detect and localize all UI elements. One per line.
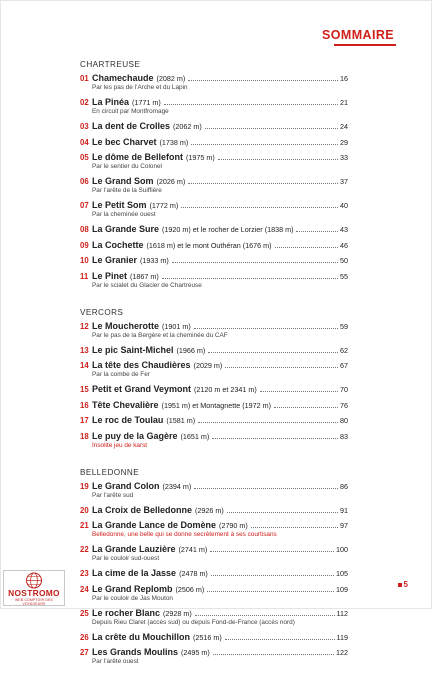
leader-dots xyxy=(274,407,338,408)
entry-name: La tête des Chaudières xyxy=(92,360,191,370)
toc-entry[interactable] xyxy=(80,255,348,266)
logo-tagline: WEB COMPTOIR DES VOYAGEURS xyxy=(15,598,53,606)
entry-page-number: 83 xyxy=(340,431,348,441)
toc-entry[interactable] xyxy=(80,224,348,235)
entry-number: 13 xyxy=(80,345,89,355)
page-number: 5 xyxy=(398,580,408,589)
leader-dots xyxy=(260,391,338,392)
entry-name: La Grande Lauzière xyxy=(92,544,176,554)
leader-dots xyxy=(164,104,338,105)
entry-name: Le roc de Toulau xyxy=(92,415,164,425)
entry-page-number: 46 xyxy=(340,240,348,250)
toc-entry-line xyxy=(80,481,348,492)
leader-dots xyxy=(275,247,338,248)
entry-name: La Grande Sure xyxy=(92,224,160,234)
entry-page-number: 109 xyxy=(336,584,348,594)
entry-subtitle: Depuis Rieu Claret (accès sud) ou depuis Fond-de-France (accès nord) xyxy=(92,618,295,626)
entry-page-number: 50 xyxy=(340,256,348,265)
leader-dots xyxy=(227,512,338,513)
entry-number: 08 xyxy=(80,225,89,234)
entry-subtitle: Par le pas de la Bergère et la cheminée du CAF xyxy=(92,331,228,339)
entry-page-number: 91 xyxy=(340,505,348,515)
toc-entry-line xyxy=(80,271,348,282)
entry-page-number: 76 xyxy=(340,400,348,410)
entry-name: Le Grand Replomb xyxy=(92,583,173,594)
toc-entry-line xyxy=(80,240,348,251)
entry-subtitle: Par le scialet du Glacier de Chartreuse xyxy=(92,281,202,289)
entry-altitude: (2029 m) xyxy=(193,361,223,370)
entry-altitude: (1966 m) xyxy=(176,345,206,355)
toc-section-vercors xyxy=(80,308,348,455)
entry-number: 18 xyxy=(80,431,89,441)
toc-entry-line xyxy=(80,384,348,395)
entry-name: Le Moucherotte xyxy=(92,320,160,331)
entry-number: 14 xyxy=(80,361,89,370)
section-title: BELLEDONNE xyxy=(80,467,140,477)
entry-name: La Pinéa xyxy=(92,97,130,107)
entry-page-number: 119 xyxy=(336,632,348,642)
toc-section-chartreuse xyxy=(80,60,348,295)
entry-page-number: 67 xyxy=(340,361,348,370)
leader-dots xyxy=(225,639,335,640)
leader-dots xyxy=(251,527,338,528)
toc-entry[interactable] xyxy=(80,415,348,426)
toc-entry-line xyxy=(80,608,348,619)
entry-gap xyxy=(80,667,348,672)
entry-subtitle: Par l’arête de la Suiffière xyxy=(92,187,162,194)
entry-page-number: 40 xyxy=(340,201,348,210)
toc-entry-line xyxy=(80,321,348,332)
entry-altitude: (1901 m) xyxy=(162,321,191,331)
toc-entry-line xyxy=(80,176,348,187)
entry-name: Le Grand Som xyxy=(92,176,154,186)
entry-subtitle: Par les pas de l’Arche et du Lapin xyxy=(92,84,188,91)
toc-entry-line xyxy=(80,121,348,132)
toc-entry[interactable] xyxy=(80,240,348,251)
toc-entry[interactable] xyxy=(80,345,348,356)
toc-entry-line xyxy=(80,415,348,426)
leader-dots xyxy=(205,128,338,129)
toc-entry-line xyxy=(80,73,348,84)
toc-entry[interactable] xyxy=(80,568,348,579)
entry-page-number: 55 xyxy=(340,271,348,281)
entry-altitude: (1738 m) xyxy=(159,137,189,147)
entry-name: Le Grand Colon xyxy=(92,480,160,491)
entry-name: Le pic Saint-Michel xyxy=(92,344,174,355)
entry-altitude: (2394 m) xyxy=(162,481,192,491)
entry-subtitle: Belledonne, une belle qui se donne secrètement à ses courtisans xyxy=(92,531,277,538)
toc-entry[interactable] xyxy=(80,400,348,411)
entry-altitude: (2790 m) xyxy=(219,521,248,530)
entry-altitude: (2741 m) xyxy=(178,545,208,554)
logo-name: NOSTROMO xyxy=(8,588,60,598)
entry-name: Le Granier xyxy=(92,255,138,265)
entry-page-number: 80 xyxy=(340,416,348,425)
toc-entry-line xyxy=(80,345,348,356)
toc-entry-line xyxy=(80,431,348,442)
entry-subtitle: Par le couloir de Jas Mouton xyxy=(92,594,173,602)
entry-altitude: (2082 m) xyxy=(156,74,186,83)
leader-dots xyxy=(211,575,334,576)
toc-entry[interactable] xyxy=(80,73,348,93)
entry-name: La Grande Lance de Domène xyxy=(92,520,217,530)
toc-entry-line xyxy=(80,137,348,148)
entry-page-number: 21 xyxy=(340,98,348,107)
entry-altitude: (2478 m) xyxy=(179,569,208,578)
toc-entry[interactable] xyxy=(80,647,348,667)
entry-page-number: 100 xyxy=(336,545,348,554)
entry-number: 15 xyxy=(80,385,89,394)
entry-page-number: 122 xyxy=(336,648,348,657)
entry-altitude: (2926 m) xyxy=(195,505,224,515)
toc-entry-line xyxy=(80,647,348,658)
entry-name: Tête Chevalière xyxy=(92,399,159,410)
leader-dots xyxy=(213,654,334,655)
entry-number: 23 xyxy=(80,569,89,578)
entry-number: 10 xyxy=(80,256,89,265)
entry-name: Le Pinet xyxy=(92,270,128,281)
entry-altitude: (1581 m) xyxy=(166,416,196,425)
entry-name: Le Petit Som xyxy=(92,200,147,210)
entry-subtitle: Insolite jeu de karst xyxy=(92,441,148,449)
page-title: SOMMAIRE xyxy=(322,28,394,42)
leader-dots xyxy=(194,488,338,489)
leader-dots xyxy=(225,367,338,368)
entry-name: La Cochette xyxy=(92,239,144,250)
entry-number: 04 xyxy=(80,137,89,147)
toc-entry-line xyxy=(80,200,348,211)
toc-entry-line xyxy=(80,568,348,579)
toc-entry[interactable] xyxy=(80,137,348,148)
entry-subtitle: Par le couloir sud-ouest xyxy=(92,555,160,562)
toc-entry-line xyxy=(80,224,348,235)
toc-entry[interactable] xyxy=(80,584,348,604)
entry-number: 26 xyxy=(80,632,89,642)
toc-entry[interactable] xyxy=(80,384,348,395)
entry-number: 02 xyxy=(80,98,89,107)
entry-name: Petit et Grand Veymont xyxy=(92,384,192,394)
entry-subtitle: Par l’arête sud xyxy=(92,491,134,499)
table-of-contents xyxy=(80,60,348,684)
entry-subtitle: Par l’arête ouest xyxy=(92,658,139,665)
entry-number: 06 xyxy=(80,177,89,186)
entry-name: La cime de la Jasse xyxy=(92,568,177,578)
toc-entry[interactable] xyxy=(80,152,348,172)
entry-name: Le bec Charvet xyxy=(92,136,157,147)
leader-dots xyxy=(296,231,338,232)
entry-altitude: (1771 m) xyxy=(132,98,161,107)
entry-name: Le puy de la Gagère xyxy=(92,430,178,441)
entry-page-number: 62 xyxy=(340,345,348,355)
entry-page-number: 16 xyxy=(340,74,348,83)
entry-number: 20 xyxy=(80,505,89,515)
toc-entry[interactable] xyxy=(80,176,348,196)
toc-entry[interactable] xyxy=(80,544,348,564)
toc-entry[interactable] xyxy=(80,321,348,341)
entry-page-number: 105 xyxy=(336,569,348,578)
entry-name: Chamechaude xyxy=(92,73,154,83)
leader-dots xyxy=(212,438,338,439)
entry-number: 17 xyxy=(80,416,89,425)
toc-entry-line xyxy=(80,632,348,643)
entry-name: Le rocher Blanc xyxy=(92,607,161,618)
entry-number: 09 xyxy=(80,240,89,250)
entry-page-number: 43 xyxy=(340,225,348,234)
toc-entry[interactable] xyxy=(80,121,348,132)
entry-name: La crête du Mouchillon xyxy=(92,631,191,642)
entry-altitude: (1618 m) et le mont Outhéran (1676 m) xyxy=(146,240,272,250)
leader-dots xyxy=(208,352,338,353)
leader-dots xyxy=(194,328,338,329)
entry-subtitle: Par la combe de Fer xyxy=(92,371,150,378)
entry-altitude: (1975 m) xyxy=(186,153,215,162)
entry-gap xyxy=(80,290,348,295)
entry-page-number: 29 xyxy=(340,137,348,147)
leader-dots xyxy=(218,159,338,160)
entry-altitude: (1951 m) et Montagnette (1972 m) xyxy=(161,400,272,410)
globe-icon xyxy=(24,572,44,589)
nostromo-logo xyxy=(3,570,65,606)
toc-entry-line xyxy=(80,152,348,163)
toc-entry[interactable] xyxy=(80,271,348,291)
toc-entry[interactable] xyxy=(80,200,348,220)
entry-number: 25 xyxy=(80,608,89,618)
entry-altitude: (2495 m) xyxy=(181,648,210,657)
entry-number: 16 xyxy=(80,400,89,410)
leader-dots xyxy=(188,80,338,81)
toc-entry-line xyxy=(80,400,348,411)
entry-number: 03 xyxy=(80,122,89,131)
leader-dots xyxy=(181,207,338,208)
toc-entry[interactable] xyxy=(80,481,348,501)
section-title: VERCORS xyxy=(80,307,124,317)
entry-page-number: 24 xyxy=(340,122,348,131)
entry-number: 27 xyxy=(80,648,89,657)
entry-subtitle: En circuit par Montfromage xyxy=(92,108,169,115)
entry-number: 24 xyxy=(80,584,89,594)
entry-altitude: (2928 m) xyxy=(163,608,192,618)
entry-altitude: (1772 m) xyxy=(149,201,179,210)
entry-name: Le dôme de Bellefont xyxy=(92,152,184,162)
entry-gap xyxy=(80,450,348,455)
entry-page-number: 33 xyxy=(340,153,348,162)
leader-dots xyxy=(198,422,338,423)
entry-number: 05 xyxy=(80,153,89,162)
entry-number: 21 xyxy=(80,521,89,530)
entry-altitude: (2506 m) xyxy=(175,584,205,594)
entry-page-number: 112 xyxy=(336,608,348,618)
entry-page-number: 70 xyxy=(340,385,348,394)
toc-entry[interactable] xyxy=(80,505,348,516)
entry-number: 12 xyxy=(80,321,89,331)
leader-dots xyxy=(172,262,338,263)
entry-altitude: (2062 m) xyxy=(173,122,202,131)
entry-altitude: (1651 m) xyxy=(180,431,210,441)
entry-page-number: 97 xyxy=(340,521,348,530)
toc-entry-line xyxy=(80,520,348,531)
toc-entry[interactable] xyxy=(80,360,348,380)
entry-page-number: 59 xyxy=(340,321,348,331)
toc-entry-line xyxy=(80,255,348,266)
section-title: CHARTREUSE xyxy=(80,60,141,69)
toc-section-belledonne xyxy=(80,468,348,672)
toc-entry[interactable] xyxy=(80,520,348,540)
toc-entry-line xyxy=(80,544,348,555)
title-underline xyxy=(334,44,396,46)
entry-altitude: (2120 m et 2341 m) xyxy=(194,385,257,394)
leader-dots xyxy=(191,144,338,145)
entry-name: Les Grands Moulins xyxy=(92,647,179,657)
toc-entry-line xyxy=(80,584,348,595)
entry-page-number: 37 xyxy=(340,177,348,186)
entry-altitude: (1933 m) xyxy=(140,256,169,265)
entry-number: 22 xyxy=(80,545,89,554)
toc-entry-line xyxy=(80,97,348,108)
toc-entry-line xyxy=(80,505,348,516)
leader-dots xyxy=(207,591,334,592)
entry-altitude: (2026 m) xyxy=(156,177,186,186)
entry-subtitle: Par la cheminée ouest xyxy=(92,211,156,218)
entry-number: 01 xyxy=(80,74,89,83)
page-marker-icon xyxy=(398,583,402,587)
leader-dots xyxy=(210,551,334,552)
entry-name: La Croix de Belledonne xyxy=(92,504,193,515)
entry-number: 19 xyxy=(80,481,89,491)
toc-entry[interactable] xyxy=(80,431,348,451)
toc-entry-line xyxy=(80,360,348,371)
entry-altitude: (1920 m) et le rocher de Lorzier (1838 m) xyxy=(162,225,294,234)
leader-dots xyxy=(195,615,335,616)
entry-altitude: (2516 m) xyxy=(193,632,222,642)
entry-number: 07 xyxy=(80,201,89,210)
toc-entry[interactable] xyxy=(80,97,348,117)
entry-page-number: 86 xyxy=(340,481,348,491)
leader-dots xyxy=(162,278,338,279)
entry-name: La dent de Crolles xyxy=(92,121,171,131)
toc-entry[interactable] xyxy=(80,608,348,628)
entry-altitude: (1867 m) xyxy=(130,271,159,281)
entry-number: 11 xyxy=(80,271,89,281)
toc-entry[interactable] xyxy=(80,632,348,643)
leader-dots xyxy=(188,183,338,184)
entry-subtitle: Par le sentier du Colonel xyxy=(92,163,162,170)
